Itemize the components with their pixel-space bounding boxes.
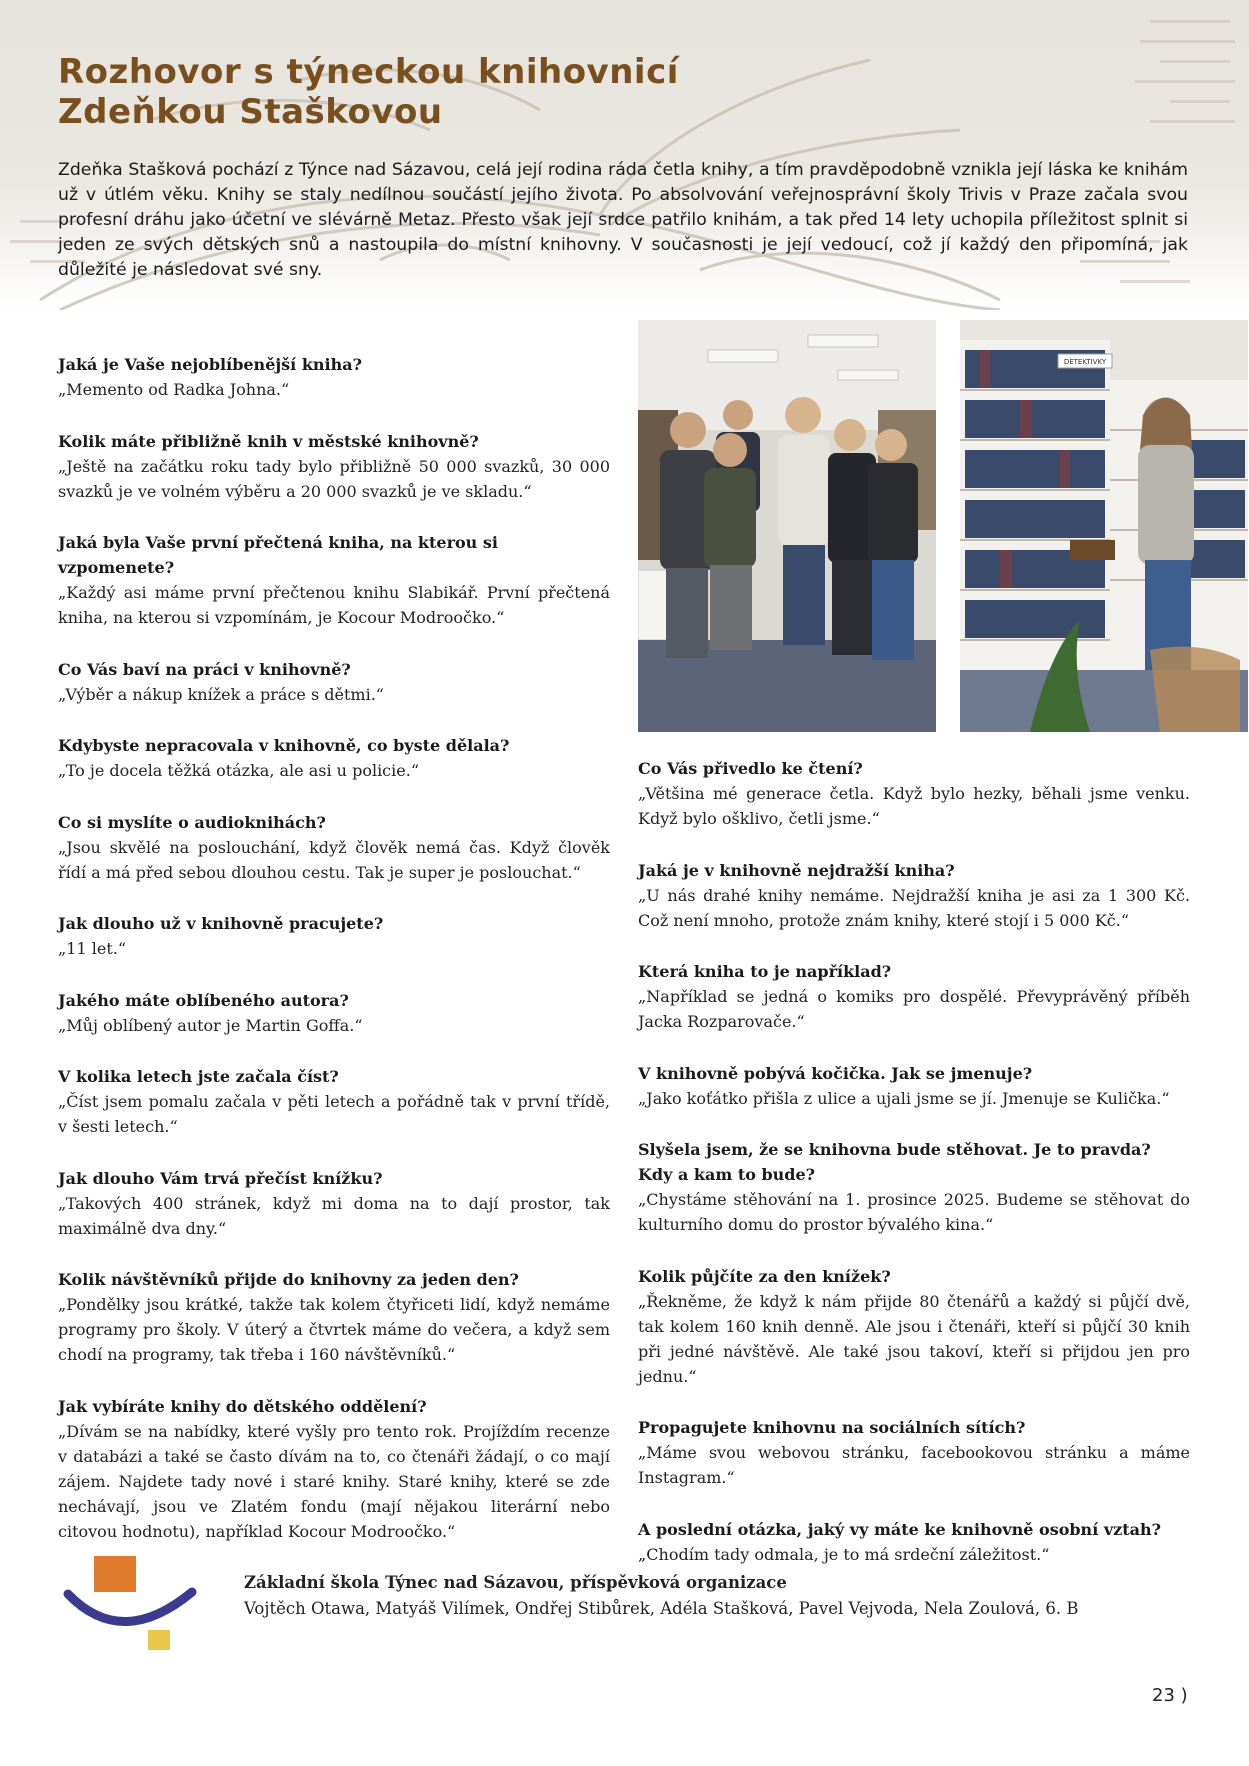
answer: „Řekněme, že když k nám přijde 80 čtenářů a každý si půjčí dvě, tak kolem 160 knih denně. Ale jsou i čtenáři, kteří si půjčí 30 knih při jedné návštěvě. Ale také jsou takoví, kteří si přijdou jen pro jednu.“ — [638, 1291, 1190, 1386]
answer: „Můj oblíbený autor je Martin Goffa.“ — [58, 1015, 363, 1035]
qa-item — [58, 1166, 610, 1241]
question: Co Vás přivedlo ke čtení? — [638, 759, 863, 778]
answer: „Memento od Radka Johna.“ — [58, 380, 290, 399]
question: Jak dlouho už v knihovně pracujete? — [58, 914, 384, 933]
answer: „Jsou skvělé na poslouchání, když člověk nemá čas. Když člověk řídí a má před sebou dlouhou cestu. Tak je super je poslouchat.“ — [58, 837, 610, 882]
question: Která kniha to je například? — [638, 962, 892, 981]
answer: „U nás drahé knihy nemáme. Nejdražší kniha je asi za 1 300 Kč. Což není mnoho, protože znám knihy, které stojí i 5 000 Kč.“ — [638, 885, 1190, 930]
qa-item — [58, 988, 610, 1038]
answer: „Většina mé generace četla. Když bylo hezky, běhali jsme venku. Když bylo ošklivo, četli jsme.“ — [638, 784, 1190, 828]
answer: „Chystáme stěhování na 1. prosince 2025. Budeme se stěhovat do kulturního domu do prostor bývalého kina.“ — [638, 1190, 1190, 1234]
answer: „Dívám se na nabídky, které vyšly pro tento rok. Projíždím recenze v databázi a také se často dívám na to, co čtenáři žádají, o co mají zájem. Najdete tady nové i staré knihy. Staré knihy, které se zde nechávají, jsou ve Zlatém fondu (mají nějakou literární nebo citovou hodnotu), například Kocour Modroočko.“ — [58, 1421, 610, 1541]
answer: „Takových 400 stránek, když mi doma na to dají prostor, tak maximálně dva dny.“ — [58, 1193, 610, 1238]
qa-item — [58, 1394, 610, 1544]
interview-column-right — [638, 756, 1190, 1593]
qa-item — [58, 429, 610, 504]
qa-item — [638, 959, 1190, 1034]
answer: „Pondělky jsou krátké, takže tak kolem čtyřiceti lidí, když nemáme programy pro školy. V úterý a čtvrtek máme do večera, a když sem chodí na programy, tak třeba i 160 návštěvníků.“ — [58, 1295, 610, 1364]
qa-item — [58, 911, 610, 961]
question: Jak dlouho Vám trvá přečíst knížku? — [58, 1168, 383, 1188]
question: Kdybyste nepracovala v knihovně, co byste dělala? — [58, 736, 510, 755]
qa-item — [58, 733, 610, 783]
question: Jakého máte oblíbeného autora? — [58, 990, 349, 1010]
qa-item — [58, 810, 610, 885]
photo-librarian-at-shelves — [960, 320, 1248, 732]
logo-smile-arc — [68, 1592, 192, 1622]
question: Co Vás baví na práci v knihovně? — [58, 659, 351, 679]
answer: „Jako koťátko přišla z ulice a ujali jsme se jí. Jmenuje se Kulička.“ — [638, 1088, 1170, 1108]
qa-item — [638, 1137, 1190, 1237]
answer: „Ještě na začátku roku tady bylo přibližně 50 000 svazků, 30 000 svazků je ve volném výběru a 20 000 svazků je ve skladu.“ — [58, 456, 610, 501]
answer: „To je docela těžká otázka, ale asi u policie.“ — [58, 761, 419, 780]
title-line-2: Zdeňkou Staškovou — [58, 92, 443, 132]
footer-credits — [244, 1570, 1078, 1622]
qa-item — [638, 756, 1190, 831]
question: Kolik návštěvníků přijde do knihovny za jeden den? — [58, 1270, 519, 1289]
question: Jaká byla Vaše první přečtená kniha, na kterou si vzpomenete? — [58, 533, 498, 577]
shelf-sign-label: DETEKTIVKY — [1063, 358, 1107, 366]
school-name: Základní škola Týnec nad Sázavou, příspěvková organizace — [244, 1573, 787, 1592]
question: Kolik půjčíte za den knížek? — [638, 1266, 891, 1286]
question: V kolika letech jste začala číst? — [58, 1067, 339, 1086]
answer: „Každý asi máme první přečtenou knihu Slabikář. První přečtená kniha, na kterou si vzpomínám, je Kocour Modroočko.“ — [58, 583, 610, 627]
question: Jaká je Vaše nejoblíbenější kniha? — [58, 355, 362, 374]
page-title — [58, 52, 679, 132]
photo-students-with-librarian — [638, 320, 936, 732]
question: Jak vybíráte knihy do dětského oddělení? — [58, 1396, 427, 1416]
answer: „Například se jedná o komiks pro dospělé. Převyprávěný příběh Jacka Rozparovače.“ — [638, 987, 1190, 1031]
qa-item — [638, 1415, 1190, 1490]
question: A poslední otázka, jaký vy máte ke knihovně osobní vztah? — [638, 1519, 1161, 1539]
answer: „Výběr a nákup knížek a práce s dětmi.“ — [58, 684, 384, 704]
qa-item — [58, 1064, 610, 1139]
question: Kolik máte přibližně knih v městské knihovně? — [58, 431, 479, 451]
title-line-1: Rozhovor s týneckou knihovnicí — [58, 52, 679, 92]
qa-item — [638, 1264, 1190, 1389]
qa-item — [58, 657, 610, 707]
qa-item — [638, 858, 1190, 933]
interview-column-left — [58, 352, 610, 1570]
answer: „Číst jsem pomalu začala v pěti letech a pořádně tak v první třídě, v šesti letech.“ — [58, 1092, 610, 1136]
question: Propagujete knihovnu na sociálních sítích? — [638, 1418, 1026, 1437]
qa-item — [58, 1267, 610, 1367]
page-number: 23 ) — [1152, 1685, 1188, 1706]
school-logo — [62, 1552, 202, 1662]
answer: „Máme svou webovou stránku, facebookovou stránku a máme Instagram.“ — [638, 1443, 1190, 1487]
answer: „Chodím tady odmala, je to má srdeční záležitost.“ — [638, 1544, 1050, 1564]
qa-item — [58, 530, 610, 630]
question: V knihovně pobývá kočička. Jak se jmenuje? — [638, 1063, 1033, 1083]
authors-list: Vojtěch Otawa, Matyáš Vilímek, Ondřej Stibůrek, Adéla Stašková, Pavel Vejvoda, Nela Zoulová, 6. B — [244, 1599, 1079, 1618]
qa-item — [638, 1517, 1190, 1567]
question: Jaká je v knihovně nejdražší kniha? — [638, 860, 955, 880]
qa-item — [638, 1061, 1190, 1111]
logo-orange-square — [94, 1556, 136, 1592]
answer: „11 let.“ — [58, 939, 127, 958]
question: Co si myslíte o audioknihách? — [58, 812, 326, 832]
intro-paragraph: Zdeňka Stašková pochází z Týnce nad Sázavou, celá její rodina ráda četla knihy, a tím pravděpodobně vznikla její láska ke knihám už v útlém věku. Knihy se staly nedílnou součástí jejího života. Po absolvování veřejnosprávní školy Trivis v Praze začala svou profesní dráhu jako účetní ve slévárně Metaz. Přesto však její srdce patřilo knihám, a tak před 14 lety uchopila příležitost splnit si jeden ze svých dětských snů a nastoupila do místní knihovny. V současnosti je její vedoucí, což jí každý den připomíná, jak důležité je následovat své sny. — [58, 160, 1188, 280]
logo-yellow-square — [148, 1630, 170, 1650]
qa-item — [58, 352, 610, 402]
question: Slyšela jsem, že se knihovna bude stěhovat. Je to pravda? Kdy a kam to bude? — [638, 1140, 1151, 1184]
